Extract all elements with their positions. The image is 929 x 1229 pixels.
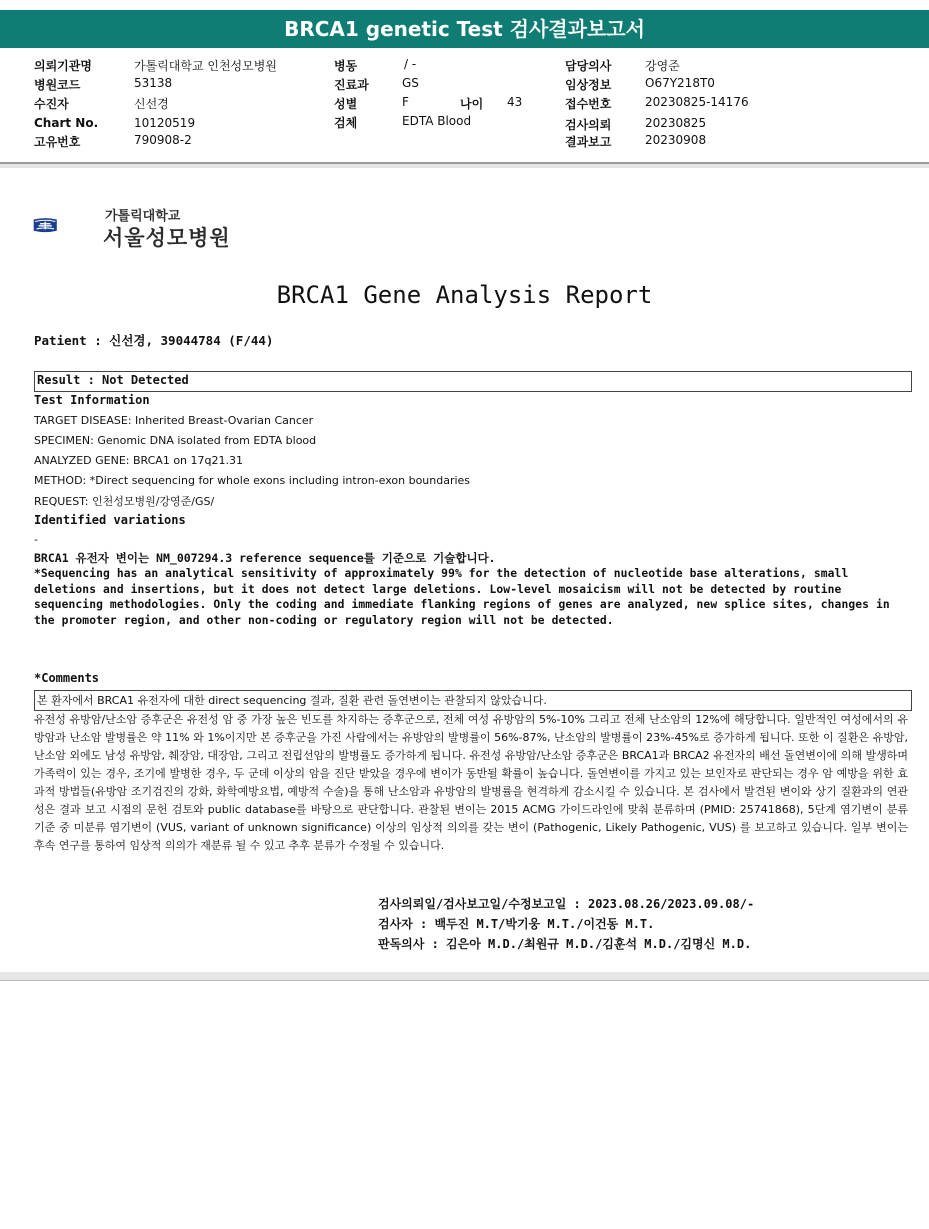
- value-accession-no: 20230825-14176: [645, 95, 749, 109]
- comments-body: 유전성 유방암/난소암 증후군은 유전성 암 중 가장 높은 빈도를 차지하는 증후군으로, 전체 여성 유방암의 5%-10% 그리고 전체 난소암의 12%에 해당합니다. 일반적인 여성에서의 유방암과 난소암 발병률은 약 11% 와 1%이지만 본 증후군을 가진 사람에서는 유방암의 발병률이 56%-87%, 난소암의 발병률이 23%-45%로 증가하게 됩니다. 또한 이 질환은 유방암, 난소암 외에도 남성 유방암, 췌장암, 대장암, 그리고 전립선암의 발병률도 증가하게 됩니다. 유전성 유방암/난소암 증후군은 BRCA1과 BRCA2 유전자의 배선 돌연변이에 의해 발생하며 가족력이 있는 경우, 조기에 발병한 경우, 두 군데 이상의 암을 진단 받았을 경우에 변이가 동반될 확률이 높습니다. 돌연변이를 가지고 있는 보인자로 판단되는 경우 암 예방을 위한 효과적 방법들(유방암 조기검진의 강화, 화학예방요법, 예방적 수술)을 통해 난소암과 유방암의 발병률을 현격하게 감소시킬 수 있습니다. 본 검사에서 발견된 변이와 상기 질환과의 연관성은 결과 보고 시점의 문헌 검토와 public database를 바탕으로 판단합니다. 관찰된 변이는 2015 ACMG 가이드라인에 맞춰 분류하며 (PMID: 25741868), 5단계 염기변이 분류 기준 중 미분류 염기변이 (VUS, variant of unknown significance) 이상의 임상적 의의를 갖는 변이 (Pathogenic, Likely Pathogenic, VUS) 를 보고하고 있습니다. 일부 변이는 후속 연구를 통하여 임상적 의의가 재분류 될 수 있고 추후 분류가 수정될 수 있습니다.: [34, 713, 908, 852]
- identified-variations-value: -: [34, 533, 38, 546]
- label-test-request: 검사의뢰: [565, 118, 612, 132]
- specimen: SPECIMEN: Genomic DNA isolated from EDTA blood: [34, 434, 317, 447]
- comments-heading: *Comments: [34, 671, 100, 685]
- label-ward: 병동: [334, 59, 358, 73]
- comments-summary: 본 환자에서 BRCA1 유전자에 대한 direct sequencing 결과, 질환 관련 돌연변이는 관찰되지 않았습니다.: [37, 694, 547, 707]
- result-box: [34, 371, 912, 392]
- reference-sequence-note: BRCA1 유전자 변이는 NM_007294.3 reference sequence를 기준으로 기술합니다.: [34, 551, 496, 565]
- method: METHOD: *Direct sequencing for whole exons including intron-exon boundaries: [34, 474, 471, 487]
- label-sex: 성별: [334, 97, 358, 111]
- footer-divider: [0, 980, 929, 981]
- report-title: BRCA1 Gene Analysis Report: [276, 281, 653, 309]
- label-accession-no: 접수번호: [565, 97, 612, 111]
- value-sex: F: [402, 95, 409, 109]
- analyzed-gene: ANALYZED GENE: BRCA1 on 17q21.31: [34, 454, 243, 467]
- logo-hospital-name: 서울성모병원: [103, 226, 231, 250]
- value-age: 43: [507, 95, 523, 109]
- report-dates: 검사의뢰일/검사보고일/수정보고일 : 2023.08.26/2023.09.08/-: [378, 897, 755, 911]
- label-chart-no: Chart No.: [34, 116, 99, 130]
- sequencing-disclaimer: *Sequencing has an analytical sensitivity of approximately 99% for the detection of nucleotide base alterations, small deletions and insertions, but it does not detect large deletions. Low-level mosaicism will not be detected by routine sequencing methodologies. Only the coding and immediate flanking regions of genes are analyzed, new splice sites, changes in the promoter region, and other non-coding or regulatory region will not be detected.: [34, 567, 890, 628]
- label-department: 진료과: [334, 78, 369, 92]
- value-unique-id: 790908-2: [134, 133, 192, 147]
- value-hospital-code: 53138: [134, 76, 173, 90]
- value-specimen: EDTA Blood: [402, 114, 472, 128]
- report-header-title: BRCA1 genetic Test 검사결과보고서: [0, 10, 929, 48]
- logo-university-name: 가톨릭대학교: [105, 209, 181, 224]
- target-disease: TARGET DISEASE: Inherited Breast-Ovarian Cancer: [34, 414, 314, 427]
- value-department: GS: [402, 76, 419, 90]
- testers: 검사자 : 백두진 M.T/박기웅 M.T./이건동 M.T.: [378, 917, 655, 931]
- test-information-heading: Test Information: [34, 393, 150, 407]
- value-clinical-info: O67Y218T0: [645, 76, 715, 90]
- comments-summary-box: [34, 690, 912, 711]
- label-unique-id: 고유번호: [34, 135, 81, 149]
- value-ward: / -: [404, 57, 417, 71]
- value-test-request: 20230825: [645, 116, 707, 130]
- label-attending-physician: 담당의사: [565, 59, 612, 73]
- identified-variations-heading: Identified variations: [34, 513, 186, 527]
- label-clinical-info: 임상정보: [565, 78, 612, 92]
- request: REQUEST: 인천성모병원/강영준/GS/: [34, 495, 215, 508]
- reading-physicians: 판독의사 : 김은아 M.D./최원규 M.D./김훈석 M.D./김명신 M.D.: [378, 937, 752, 951]
- value-chart-no: 10120519: [134, 116, 196, 130]
- hospital-logo-emblem: [33, 203, 103, 248]
- value-attending-physician: 강영준: [645, 59, 680, 73]
- label-result-report: 결과보고: [565, 135, 612, 149]
- label-patient: 수진자: [34, 97, 69, 111]
- label-hospital-code: 병원코드: [34, 78, 81, 92]
- label-age: 나이: [460, 97, 484, 111]
- header-divider-shadow: [0, 164, 929, 168]
- result-text: Result : Not Detected: [37, 373, 189, 387]
- patient-line: Patient : 신선경, 39044784 (F/44): [34, 333, 274, 348]
- value-patient: 신선경: [134, 97, 169, 111]
- value-requesting-institution: 가톨릭대학교 인천성모병원: [134, 59, 277, 73]
- footer-band: [0, 972, 929, 980]
- value-result-report: 20230908: [645, 133, 707, 147]
- label-requesting-institution: 의뢰기관명: [34, 59, 92, 73]
- label-specimen: 검체: [334, 116, 358, 130]
